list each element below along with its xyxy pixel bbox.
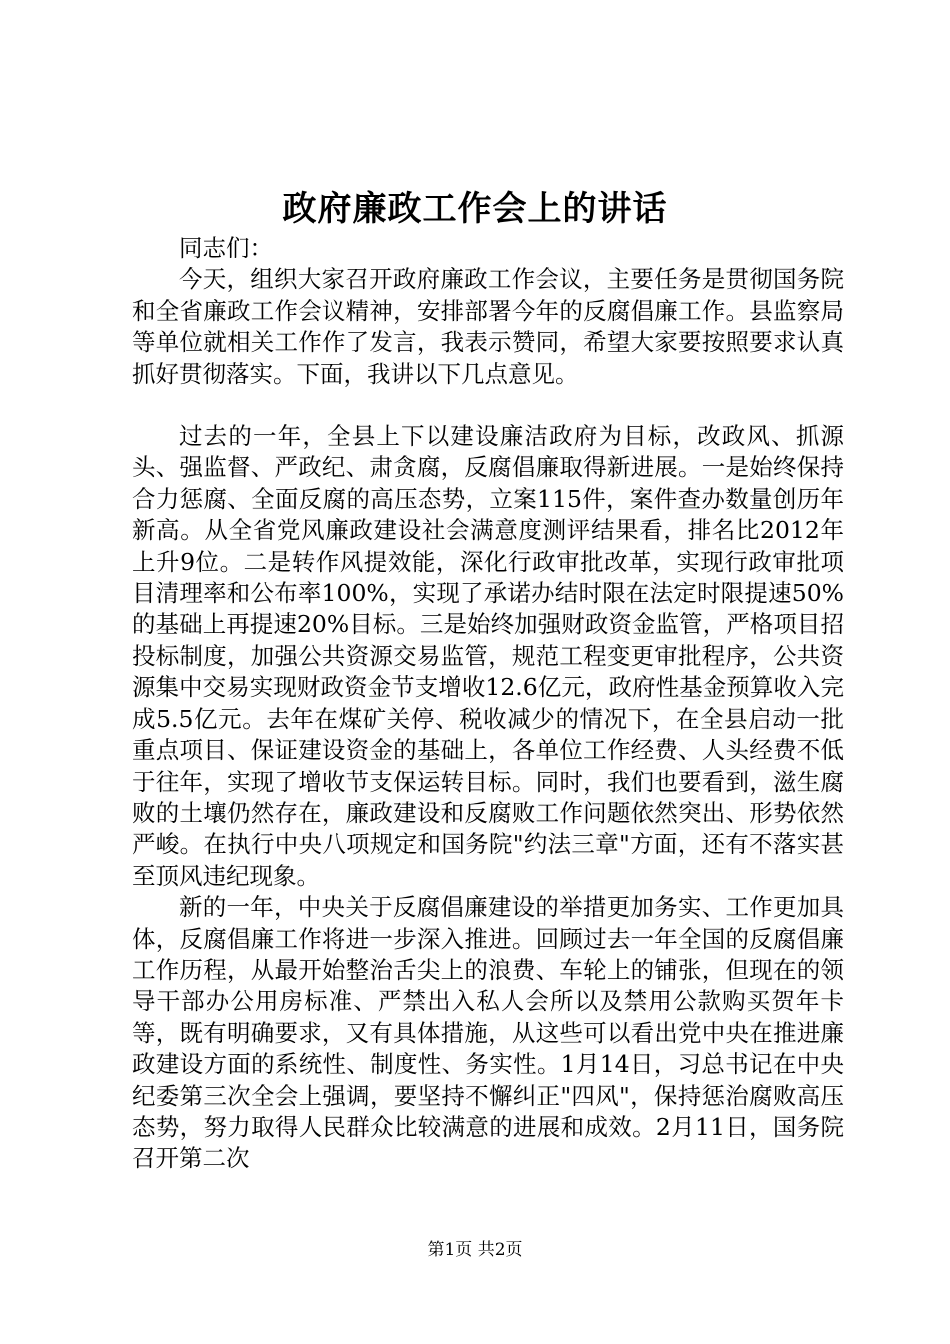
document-body (132, 233, 844, 1175)
document-title: 政府廉政工作会上的讲话 (282, 189, 668, 229)
salutation: 同志们： (179, 234, 273, 262)
paragraph-new-year: 新的一年，中央关于反腐倡廉建设的举措更加务实、工作更加具体，反腐倡廉工作将进一步深入推进。回顾过去一年全国的反腐倡廉工作历程，从最开始整治舌尖上的浪费、车轮上的铺张，但现在的领导干部办公用房标准、严禁出入私人会所以及禁用公款购买贺年卡等，既有明确要求，又有具体措施，从这些可以看出党中央在推进廉政建设方面的系统性、制度性、务实性。1月14日，习总书记在中央纪委第三次全会上强调，要坚持不懈纠正"四风"，保持惩治腐败高压态势，努力取得人民群众比较满意的进展和成效。2月11日，国务院召开第二次 (132, 893, 844, 1173)
page-number-footer: 第1页 共2页 (427, 1240, 523, 1260)
paragraph-review: 过去的一年，全县上下以建设廉洁政府为目标，改政风、抓源头、强监督、严政纪、肃贪腐，反腐倡廉取得新进展。一是始终保持合力惩腐、全面反腐的高压态势，立案115件，案件查办数量创历年新高。从全省党风廉政建设社会满意度测评结果看，排名比2012年上升9位。二是转作风提效能，深化行政审批改革，实现行政审批项目清理率和公布率100%，实现了承诺办结时限在法定时限提速50%的基础上再提速20%目标。三是始终加强财政资金监管，严格项目招投标制度，加强公共资源交易监管，规范工程变更审批程序，公共资源集中交易实现财政资金节支增收12.6亿元，政府性基金预算收入完成5.5亿元。去年在煤矿关停、税收减少的情况下，在全县启动一批重点项目、保证建设资金的基础上，各单位工作经费、人头经费不低于往年，实现了增收节支保运转目标。同时，我们也要看到，滋生腐败的土壤仍然存在，廉政建设和反腐败工作问题依然突出、形势依然严峻。在执行中央八项规定和国务院"约法三章"方面，还有不落实甚至顶风违纪现象。 (132, 422, 844, 890)
paragraph-intro: 今天，组织大家召开政府廉政工作会议，主要任务是贯彻国务院和全省廉政工作会议精神，安排部署今年的反腐倡廉工作。县监察局等单位就相关工作作了发言，我表示赞同，希望大家要按照要求认真抓好贯彻落实。下面，我讲以下几点意见。 (132, 265, 844, 388)
